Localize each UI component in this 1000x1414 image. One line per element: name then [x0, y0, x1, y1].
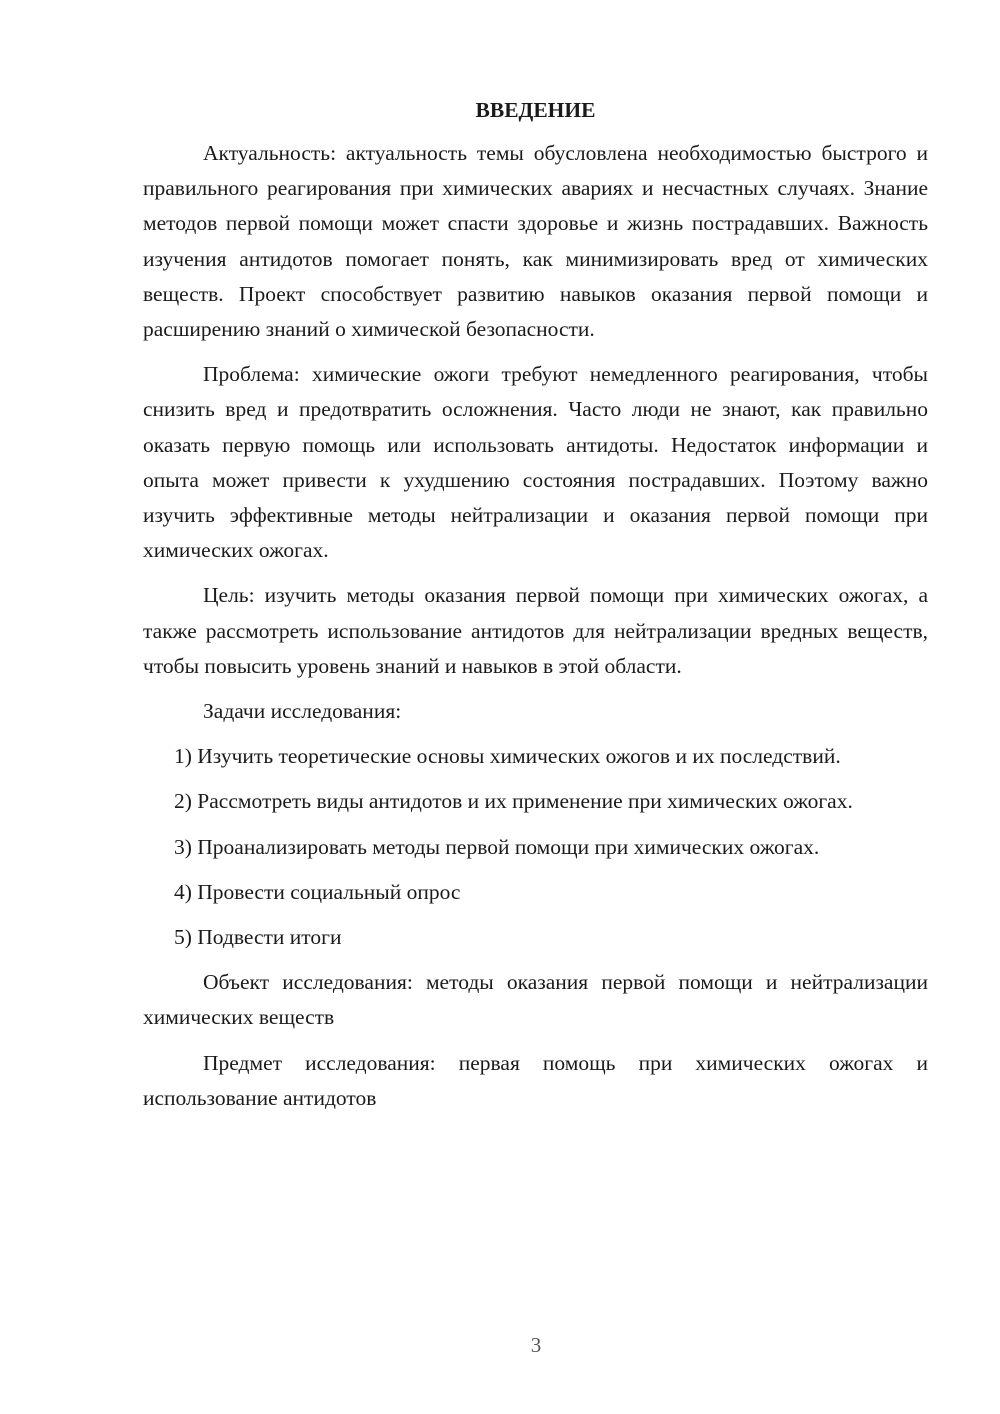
- problem-paragraph: Проблема: химические ожоги требуют немедленного реагирования, чтобы снизить вред и предотвратить осложнения. Часто люди не знают, как правильно оказать первую помощь или использовать антидоты. Недостаток информации и опыта может привести к ухудшению состояния пострадавших. Поэтому важно изучить эффективные методы нейтрализации и оказания первой помощи при химических ожогах.: [143, 362, 928, 563]
- tasks-heading: Задачи исследования:: [203, 699, 402, 724]
- section-title: ВВЕДЕНИЕ: [475, 98, 596, 122]
- task-item: 5) Подвести итоги: [174, 925, 342, 950]
- document-page: [143, 92, 928, 1126]
- task-item: 1) Изучить теоретические основы химических ожогов и их последствий.: [174, 744, 841, 769]
- task-item: 4) Провести социальный опрос: [174, 879, 461, 904]
- relevance-paragraph: Актуальность: актуальность темы обусловлена необходимостью быстрого и правильного реагирования при химических авариях и несчастных случаях. Знание методов первой помощи может спасти здоровье и жизнь пострадавших. Важность изучения антидотов помогает понять, как минимизировать вред от химических веществ. Проект способствует развитию навыков оказания первой помощи и расширению знаний о химической безопасности.: [143, 141, 928, 342]
- page-number: 3: [530, 1333, 542, 1357]
- goal-paragraph: Цель: изучить методы оказания первой помощи при химических ожогах, а также рассмотреть использование антидотов для нейтрализации вредных веществ, чтобы повысить уровень знаний и навыков в этой области.: [143, 583, 928, 678]
- research-subject-paragraph: Предмет исследования: первая помощь при химических ожогах и использование антидотов: [143, 1050, 928, 1110]
- task-item: 3) Проанализировать методы первой помощи при химических ожогах.: [174, 834, 820, 859]
- research-object-paragraph: Объект исследования: методы оказания первой помощи и нейтрализации химических веществ: [143, 970, 928, 1030]
- task-item: 2) Рассмотреть виды антидотов и их применение при химических ожогах.: [174, 789, 853, 814]
